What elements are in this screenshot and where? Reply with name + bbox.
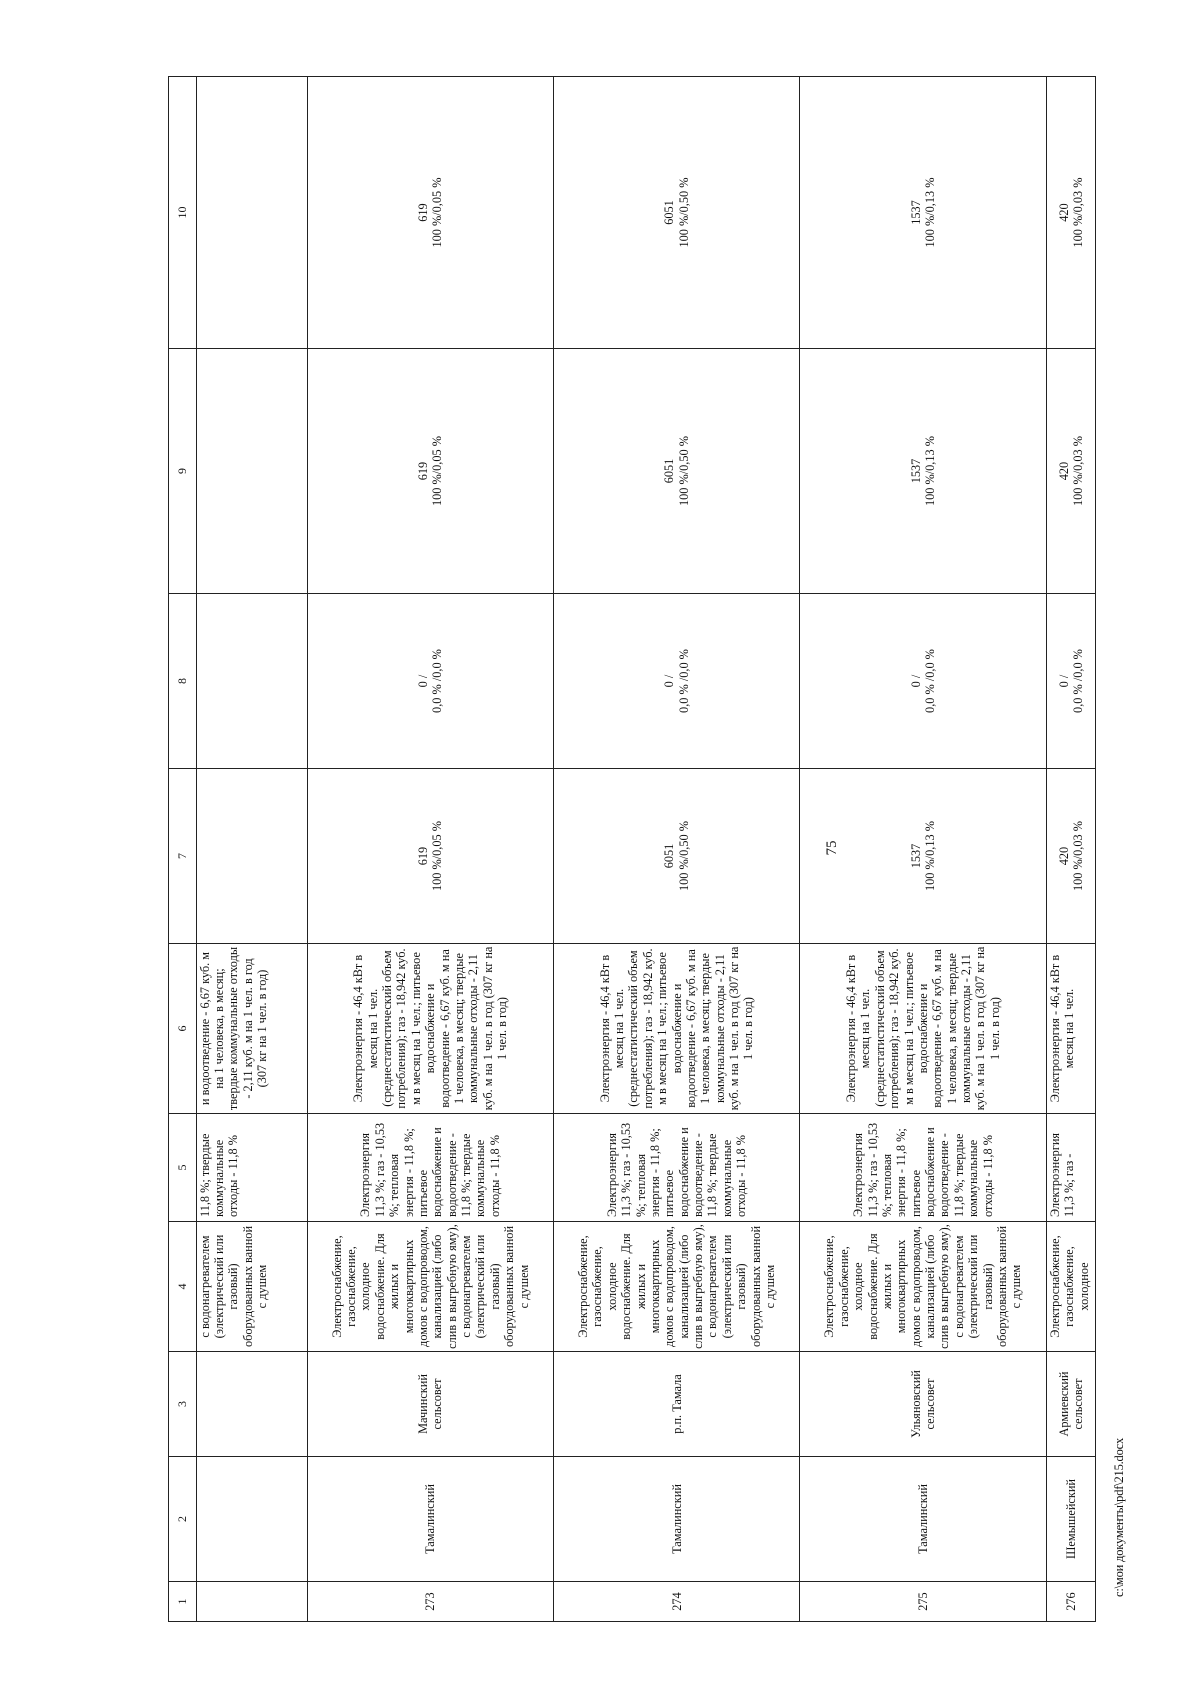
page-number: 75	[824, 840, 840, 856]
cell-percent: 0,0 % /0,0 %	[430, 649, 445, 713]
cell-district: Шемышейский	[1046, 1457, 1095, 1582]
cell-settlement: Мачинский сельсовет	[307, 1352, 553, 1457]
data-table	[168, 76, 1096, 1622]
cell-value: 420	[1056, 846, 1071, 866]
cell-col7	[554, 769, 800, 944]
cell-value: 0 /	[662, 674, 677, 688]
cell-col9	[307, 349, 553, 594]
cell-value: 619	[415, 846, 430, 866]
cell-col10	[307, 77, 553, 349]
cell-services: Электроснабжение, газоснабжение, холодное водоснабжение. Для жилых и многоквартирных домов с водопроводом, канализацией (либо слив в выгребную яму), с водонагревателем (электрический или газовый) оборудованных ванной с душем	[307, 1222, 553, 1352]
cell-percent: 100 %/0,50 %	[676, 435, 691, 507]
cell-value: 1537	[908, 200, 923, 225]
cell-value: 0 /	[1056, 674, 1071, 688]
header-cell: 2	[169, 1457, 197, 1582]
cell-col9	[800, 349, 1046, 594]
table-row	[554, 77, 800, 1622]
cell-percent: 100 %/0,05 %	[430, 435, 445, 507]
cell-value: 420	[1056, 203, 1071, 222]
cell-percent: 100 %/0,05 %	[430, 177, 445, 248]
cell-col7	[307, 769, 553, 944]
header-cell: 7	[169, 769, 197, 944]
header-row	[169, 77, 197, 1622]
cell-norms: и водоотведение - 6,67 куб. м на 1 человека, в месяц; твердые коммунальные отходы - 2,11 куб. м на 1 чел. в год (307 кг на 1 чел. в год)	[196, 944, 307, 1114]
cell-services: Электроснабжение, газоснабжение, холодное водоснабжение. Для жилых и многоквартирных домов с водопроводом, канализацией (либо слив в выгребную яму), с водонагревателем (электрический или газовый) оборудованных ванной с душем	[554, 1222, 800, 1352]
header-cell: 6	[169, 944, 197, 1114]
cell-value: 619	[415, 461, 430, 481]
cell-value: 1537	[908, 843, 923, 869]
cell-norms: Электроэнергия - 46,4 кВт в месяц на 1 чел. (среднестатистический объем потребления); газ - 18,942 куб. м в месяц на 1 чел.; питьевое водоснабжение и водоотведение - 6,67 куб. м на 1 человека, в месяц; твердые коммунальные отходы - 2,11 куб. м на 1 чел. в год (307 кг на 1 чел. в год)	[307, 944, 553, 1114]
cell-percent: 0,0 % /0,0 %	[923, 649, 938, 713]
cell-percent: 100 %/0,13 %	[923, 435, 938, 507]
cell-value: 0 /	[415, 674, 430, 688]
table-row	[307, 77, 553, 1622]
cell-col9	[554, 349, 800, 594]
cell-col10	[554, 77, 800, 349]
cell-index: Электроэнергия 11,3 %; газ - 10,53 %; тепловая энергия - 11,8 %; питьевое водоснабжение и водоотведение - 11,8 %; твердые коммунальные отходы - 11,8 %	[307, 1114, 553, 1222]
cell-col8	[800, 594, 1046, 769]
cell-percent: 100 %/0,13 %	[923, 177, 938, 248]
cell-col10	[1046, 77, 1095, 349]
cell-district: Тамалинский	[307, 1457, 553, 1582]
cell-percent: 100 %/0,50 %	[676, 177, 691, 248]
cell-number: 276	[1046, 1582, 1095, 1622]
cell-norms: Электроэнергия - 46,4 кВт в месяц на 1 чел.	[1046, 944, 1095, 1114]
cell-services: Электроснабжение, газоснабжение, холодное водоснабжение. Для жилых и многоквартирных домов с водопроводом, канализацией (либо слив в выгребную яму), с водонагревателем (электрический или газовый) оборудованных ванной с душем	[800, 1222, 1046, 1352]
cell-col8	[1046, 594, 1095, 769]
cell-district: Тамалинский	[800, 1457, 1046, 1582]
footer-file-path: c:\мои документы\pdf\215.docx	[1112, 1437, 1126, 1597]
cell-col8	[554, 594, 800, 769]
cell-index: Электроэнергия 11,3 %; газ - 10,53 %; тепловая энергия - 11,8 %; питьевое водоснабжение и водоотведение - 11,8 %; твердые коммунальные отходы - 11,8 %	[554, 1114, 800, 1222]
cell-number: 273	[307, 1582, 553, 1622]
header-cell: 10	[169, 77, 197, 349]
cell-percent: 100 %/0,03 %	[1070, 820, 1085, 892]
cell-col7	[1046, 769, 1095, 944]
cell-percent: 100 %/0,03 %	[1070, 435, 1085, 507]
cell-col8	[307, 594, 553, 769]
header-cell: 4	[169, 1222, 197, 1352]
cell-index: Электроэнергия 11,3 %; газ - 10,53 %; тепловая энергия - 11,8 %; питьевое водоснабжение и водоотведение - 11,8 %; твердые коммунальные отходы - 11,8 %	[800, 1114, 1046, 1222]
cell-services: с водонагревателем (электрический или газовый) оборудованных ванной с душем	[196, 1222, 307, 1352]
header-cell: 9	[169, 349, 197, 594]
cell-index: Электроэнергия 11,3 %; газ -	[1046, 1114, 1095, 1222]
table-row	[196, 77, 307, 1622]
cell-settlement: р.п. Тамала	[554, 1352, 800, 1457]
cell-value: 0 /	[908, 674, 923, 688]
cell-settlement: Армиевский сельсовет	[1046, 1352, 1095, 1457]
cell-col10	[800, 77, 1046, 349]
cell-value: 1537	[908, 458, 923, 484]
cell-services: Электроснабжение, газоснабжение, холодное	[1046, 1222, 1095, 1352]
header-cell: 1	[169, 1582, 197, 1622]
cell-percent: 100 %/0,13 %	[923, 820, 938, 892]
cell-value: 6051	[662, 843, 677, 869]
header-cell: 8	[169, 594, 197, 769]
cell-percent: 100 %/0,50 %	[676, 820, 691, 892]
cell-norms: Электроэнергия - 46,4 кВт в месяц на 1 чел. (среднестатистический объем потребления); газ - 18,942 куб. м в месяц на 1 чел.; питьевое водоснабжение и водоотведение - 6,67 куб. м на 1 человека, в месяц; твердые коммунальные отходы - 2,11 куб. м на 1 чел. в год (307 кг на 1 чел. в год)	[554, 944, 800, 1114]
header-cell: 5	[169, 1114, 197, 1222]
cell-number: 274	[554, 1582, 800, 1622]
cell-district: Тамалинский	[554, 1457, 800, 1582]
table-row	[800, 77, 1046, 1622]
table-row	[1046, 77, 1095, 1622]
header-cell: 3	[169, 1352, 197, 1457]
cell-norms: Электроэнергия - 46,4 кВт в месяц на 1 чел. (среднестатистический объем потребления); газ - 18,942 куб. м в месяц на 1 чел.; питьевое водоснабжение и водоотведение - 6,67 куб. м на 1 человека, в месяц; твердые коммунальные отходы - 2,11 куб. м на 1 чел. в год (307 кг на 1 чел. в год)	[800, 944, 1046, 1114]
cell-index: 11,8 %; твердые коммунальные отходы - 11,8 %	[196, 1114, 307, 1222]
cell-settlement: Ульяновский сельсовет	[800, 1352, 1046, 1457]
cell-value: 6051	[662, 200, 677, 225]
cell-col9	[1046, 349, 1095, 594]
cell-percent: 0,0 % /0,0 %	[676, 649, 691, 713]
cell-percent: 100 %/0,03 %	[1070, 177, 1085, 248]
cell-number: 275	[800, 1582, 1046, 1622]
cell-value: 420	[1056, 461, 1071, 481]
cell-percent: 100 %/0,05 %	[430, 820, 445, 892]
cell-value: 6051	[662, 458, 677, 484]
cell-value: 619	[415, 203, 430, 222]
cell-percent: 0,0 % /0,0 %	[1070, 649, 1085, 713]
cell-col7	[800, 769, 1046, 944]
